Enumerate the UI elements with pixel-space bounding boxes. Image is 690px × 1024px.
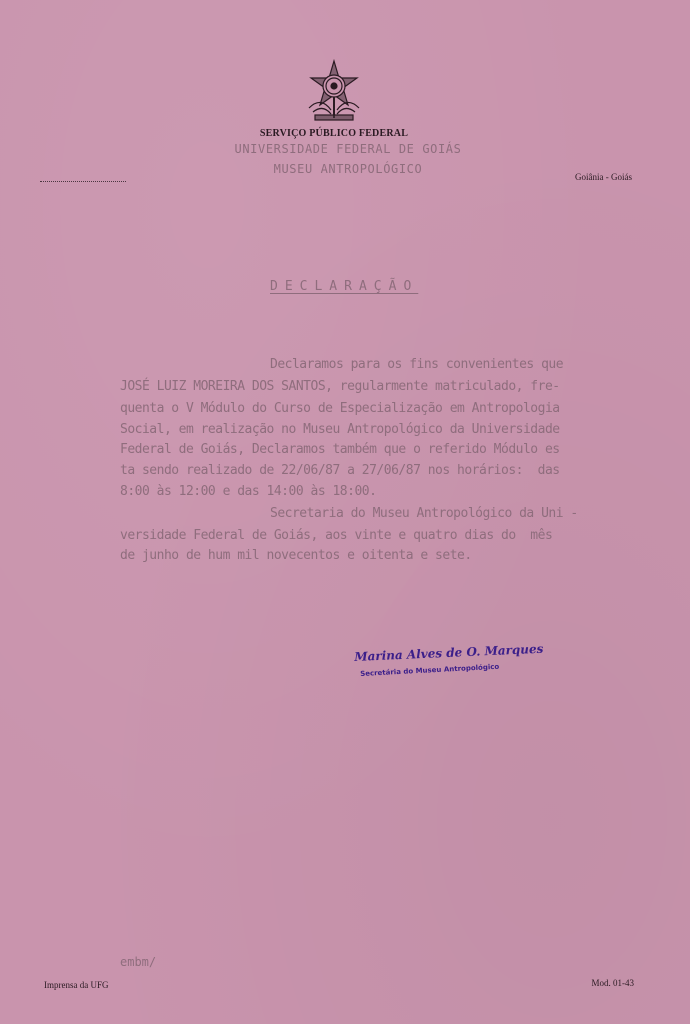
body-line: quenta o V Módulo do Curso de Especialização em Antropologia — [120, 401, 560, 416]
signature-stamp-name: Marina Alves de O. Marques — [354, 641, 544, 664]
university-name: UNIVERSIDADE FEDERAL DE GOIÁS — [234, 142, 462, 156]
body-line: Declaramos para os fins convenientes que — [270, 357, 564, 372]
form-code: Mod. 01-43 — [591, 978, 634, 988]
city-label: Goiânia - Goiás — [575, 172, 632, 182]
printer-label: Imprensa da UFG — [44, 980, 109, 990]
document-title: DECLARAÇÃO — [270, 279, 419, 294]
museum-name: MUSEU ANTROPOLÓGICO — [273, 162, 423, 176]
body-line: de junho de hum mil novecentos e oitenta e sete. — [120, 548, 472, 563]
brazil-coat-of-arms-icon — [301, 58, 367, 124]
body-line: Secretaria do Museu Antropológico da Uni - — [270, 506, 578, 521]
body-line: Federal de Goiás, Declaramos também que o referido Módulo es — [120, 442, 560, 457]
body-line: ta sendo realizado de 22/06/87 a 27/06/87 nos horários: das — [120, 463, 560, 478]
body-line: JOSÉ LUIZ MOREIRA DOS SANTOS, regularmente matriculado, fre- — [120, 379, 560, 394]
body-line: 8:00 às 12:00 e das 14:00 às 18:00. — [120, 484, 377, 499]
reference-dotted-line — [40, 181, 126, 182]
body-line: versidade Federal de Goiás, aos vinte e quatro dias do mês — [120, 528, 553, 543]
service-heading: SERVIÇO PÚBLICO FEDERAL — [259, 128, 409, 139]
body-line: Social, em realização no Museu Antropológico da Universidade — [120, 422, 560, 437]
typist-initials: embm/ — [120, 955, 157, 969]
signature-stamp-title: Secretária do Museu Antropológico — [360, 662, 500, 678]
